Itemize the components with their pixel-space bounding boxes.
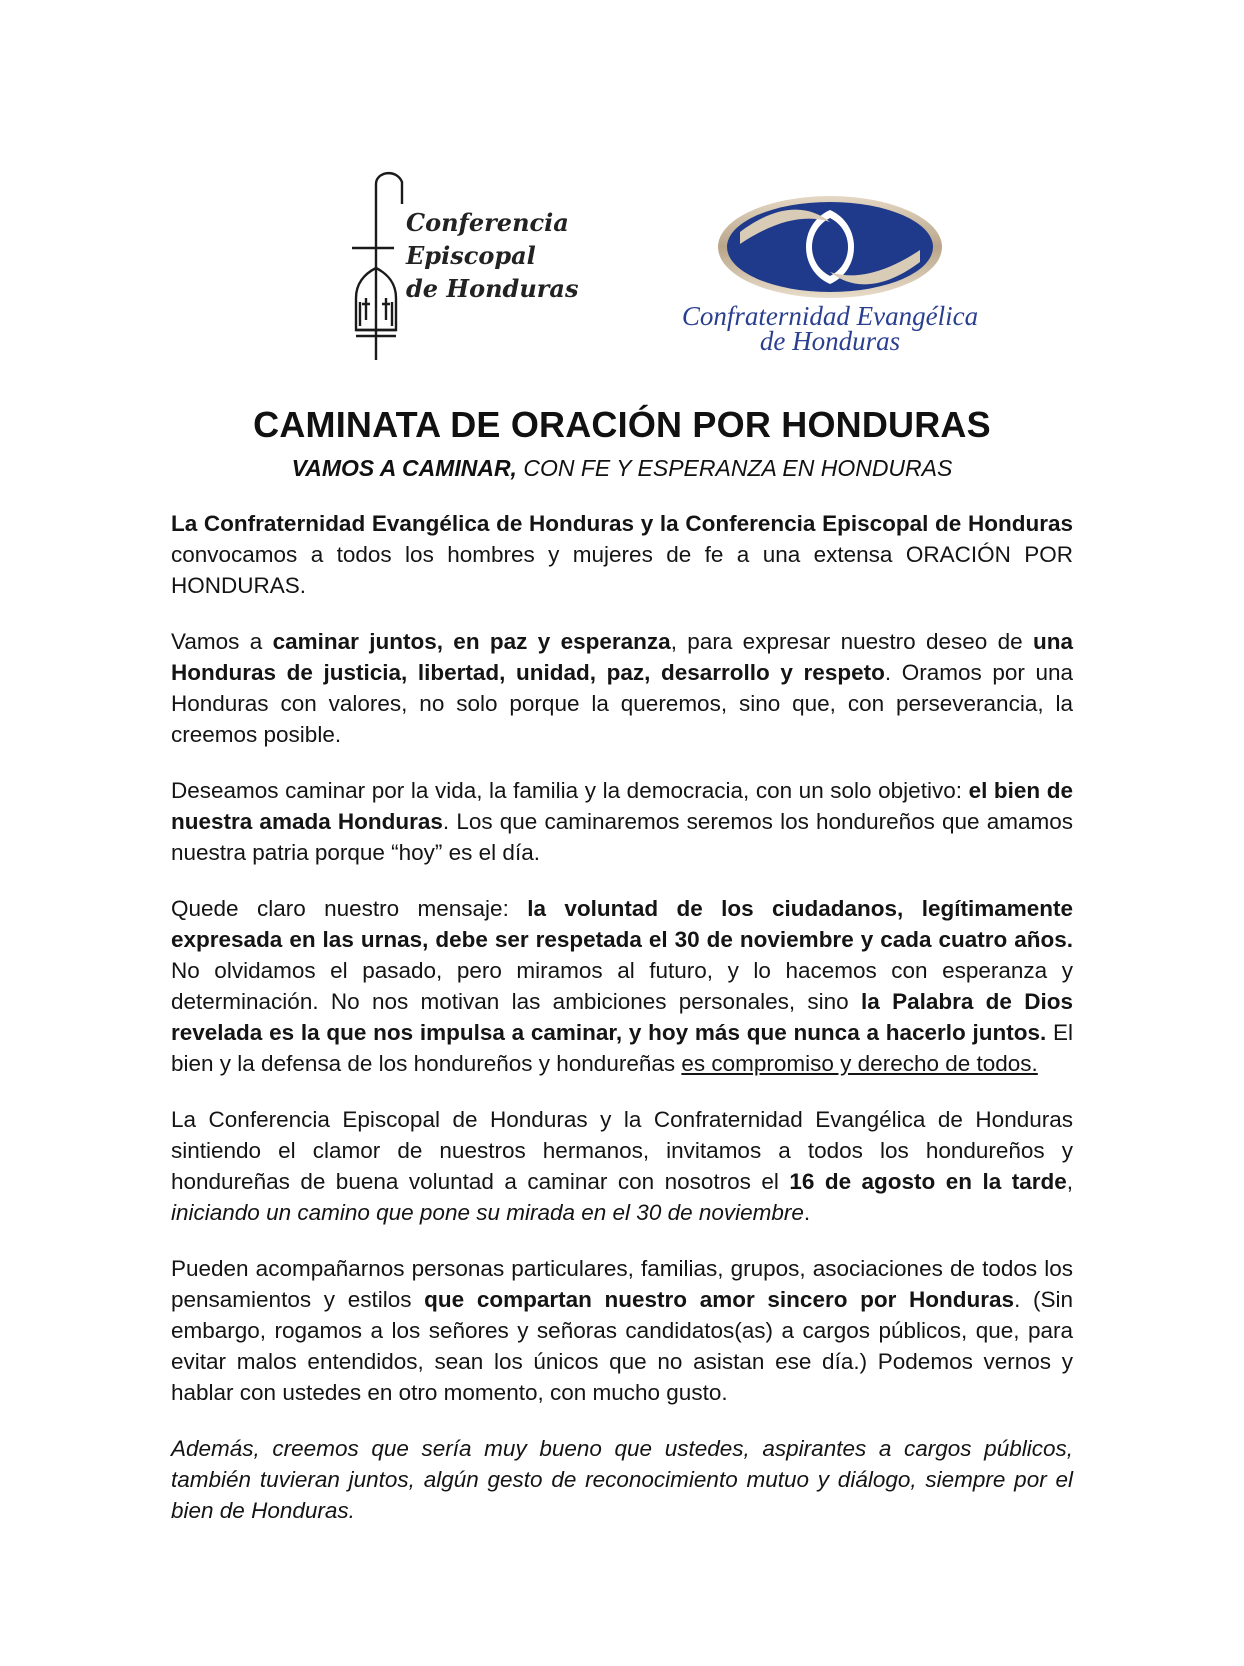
- text-segment: La Confraternidad Evangélica de Honduras y la Conferencia Episcopal de Honduras: [171, 511, 1073, 536]
- subtitle-rest: CON FE Y ESPERANZA EN HONDURAS: [516, 455, 953, 481]
- conferencia-episcopal-wordmark: [406, 206, 578, 305]
- text-segment: Quede claro nuestro mensaje:: [171, 896, 528, 921]
- text-segment: ,: [1066, 1169, 1073, 1194]
- document-title: CAMINATA DE ORACIÓN POR HONDURAS: [253, 404, 991, 445]
- text-segment: la Palabra de Dios revelada es la que nos impulsa a caminar, y hoy más que nunca a hacerlo juntos.: [171, 989, 1073, 1045]
- subtitle-bold-part: VAMOS A CAMINAR,: [291, 455, 517, 481]
- text-segment: . Oramos por una Honduras con valores, no solo porque la queremos, sino que, con perseverancia, la creemos posible.: [171, 660, 1074, 747]
- text-segment: Vamos a: [171, 629, 273, 654]
- text-segment: Pueden acompañarnos personas particulares, familias, grupos, asociaciones de todos los pensamientos y estilos: [171, 1256, 1073, 1312]
- text-segment: El bien y la defensa de los hondureños y hondureñas: [171, 1020, 1073, 1076]
- text-segment: convocamos a todos los hombres y mujeres de fe a una extensa ORACIÓN POR HONDURAS.: [171, 542, 1073, 598]
- text-segment: caminar juntos, en paz y esperanza: [272, 629, 671, 654]
- body-paragraph: [171, 1104, 1073, 1228]
- text-segment: es compromiso y derecho de todos.: [681, 1051, 1038, 1076]
- text-segment: 16 de agosto en la tarde: [789, 1169, 1067, 1194]
- body-paragraph: [171, 893, 1073, 1079]
- logos-header: [0, 170, 1244, 370]
- text-segment: la voluntad de los ciudadanos, legítimamente expresada en las urnas, debe ser respetada el 30 de noviembre y cada cuatro años.: [171, 896, 1073, 952]
- body-paragraph: [171, 508, 1073, 601]
- confraternidad-evangelica-wordmark: [680, 301, 980, 356]
- text-segment: iniciando un camino que pone su mirada en el 30 de noviembre: [171, 1200, 804, 1225]
- body-paragraph: [171, 1253, 1073, 1408]
- text-segment: Además, creemos que sería muy bueno que ustedes, aspirantes a cargos públicos, también tuvieran juntos, algún gesto de reconocimiento mutuo y diálogo, siempre por el bien de Honduras.: [171, 1436, 1073, 1523]
- text-segment: . (Sin embargo, rogamos a los señores y señoras candidatos(as) a cargos públicos, que, para evitar malos entendidos, sean los únicos que no asistan ese día.) Podemos vernos y hablar con ustedes en otro momento, con mucho gusto.: [171, 1287, 1074, 1405]
- document-subtitle: [0, 455, 1244, 482]
- body-paragraph: [171, 775, 1073, 868]
- conferencia-episcopal-logo: [350, 170, 579, 370]
- text-segment: una Honduras de justicia, libertad, unidad, paz, desarrollo y respeto: [171, 629, 1074, 685]
- text-segment: que compartan nuestro amor sincero por Honduras: [424, 1287, 1015, 1312]
- document-body: [171, 508, 1073, 1551]
- logo-right-line-1: Confraternidad Evangélica: [681, 301, 979, 331]
- text-segment: el bien de nuestra amada Honduras: [171, 778, 1074, 834]
- text-segment: No olvidamos el pasado, pero miramos al futuro, y lo hacemos con esperanza y determinación. No nos motivan las ambiciones personales, sino: [171, 958, 1073, 1014]
- text-segment: Deseamos caminar por la vida, la familia y la democracia, con un solo objetivo:: [171, 778, 969, 803]
- text-segment: .: [803, 1200, 811, 1225]
- body-paragraph: [171, 1433, 1073, 1526]
- logo-left-line-1: Conferencia: [406, 208, 569, 237]
- text-segment: . Los que caminaremos seremos los hondureños que amamos nuestra patria porque “hoy” es el día.: [171, 809, 1074, 865]
- interlocking-rings-icon: [680, 192, 980, 302]
- text-segment: , para expresar nuestro deseo de: [670, 629, 1033, 654]
- logo-left-line-2: Episcopal: [406, 241, 536, 270]
- crosier-icon: [350, 170, 410, 370]
- body-paragraph: [171, 626, 1073, 750]
- logo-right-line-2: de Honduras: [759, 326, 901, 356]
- logo-left-line-3: de Honduras: [406, 274, 579, 303]
- text-segment: La Conferencia Episcopal de Honduras y la Confraternidad Evangélica de Honduras sintiendo el clamor de nuestros hermanos, invitamos a todos los hondureños y hondureñas de buena voluntad a caminar con nosotros el: [171, 1107, 1073, 1194]
- confraternidad-evangelica-logo: [680, 192, 980, 362]
